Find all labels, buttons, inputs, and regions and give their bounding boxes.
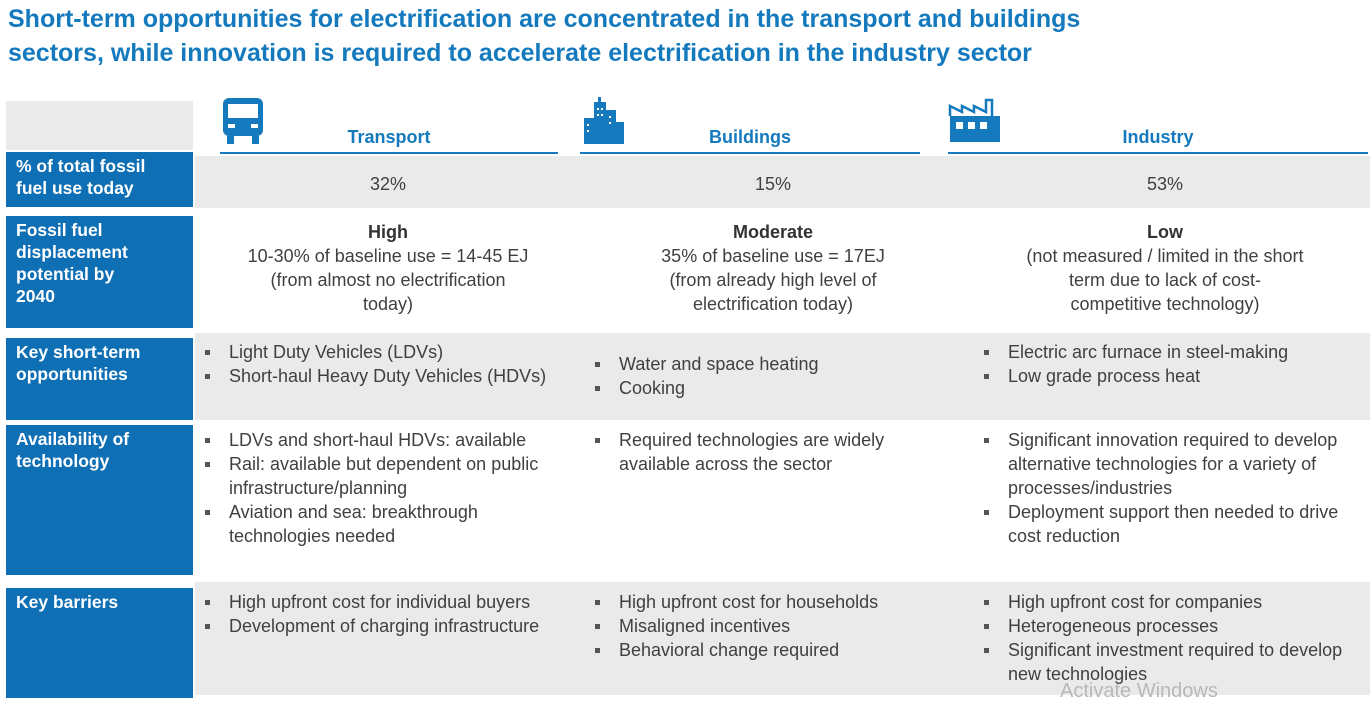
cell-line: (from almost no electrification xyxy=(270,270,506,290)
row-label-line: Key short-term xyxy=(16,342,141,362)
cell-heading: Low xyxy=(1147,222,1183,242)
column-header-buildings xyxy=(580,96,920,154)
list-item: LDVs and short-haul HDVs: available xyxy=(196,428,571,452)
availability-buildings xyxy=(586,428,926,476)
list-item: Misaligned incentives xyxy=(586,614,966,638)
row-label-line: technology xyxy=(16,451,110,471)
cell-line: term due to lack of cost- xyxy=(1068,270,1262,290)
activate-windows-watermark: Activate Windows xyxy=(1060,680,1218,702)
list-item: Behavioral change required xyxy=(586,638,966,662)
list-item: Required technologies are widely available across the sector xyxy=(586,428,926,476)
row-label-line: Fossil fuel xyxy=(16,220,103,240)
list-item: Short-haul Heavy Duty Vehicles (HDVs) xyxy=(196,364,571,388)
barriers-buildings xyxy=(586,590,966,662)
list-item: Water and space heating xyxy=(586,352,964,376)
row-label-line: displacement xyxy=(16,242,128,262)
row-label-line: Availability of xyxy=(16,429,130,449)
share-buildings-value: 15% xyxy=(754,174,792,194)
title-line-1: Short-term opportunities for electrification are concentrated in the transport and buildings xyxy=(8,5,1081,33)
row-label-line: 2040 xyxy=(16,286,55,306)
row-label-line: potential by xyxy=(16,264,115,284)
cell-line: electrification today) xyxy=(692,294,854,314)
displacement-buildings xyxy=(578,220,968,316)
list-item: Light Duty Vehicles (LDVs) xyxy=(196,340,571,364)
row-label-short-term-opportunities xyxy=(6,338,193,420)
availability-transport xyxy=(196,428,571,548)
list-item: Deployment support then needed to drive cost reduction xyxy=(975,500,1360,548)
barriers-transport xyxy=(196,590,556,638)
row-label-displacement-potential xyxy=(6,216,193,328)
cell-line: 35% of baseline use = 17EJ xyxy=(661,246,885,266)
cell-line: today) xyxy=(362,294,414,314)
list-item: Rail: available but dependent on public infrastructure/planning xyxy=(196,452,571,500)
list-item: High upfront cost for households xyxy=(586,590,966,614)
list-item: Significant innovation required to develop alternative technologies for a variety of processes/industries xyxy=(975,428,1360,500)
column-header-transport xyxy=(220,96,558,154)
share-industry-value: 53% xyxy=(1146,174,1184,194)
cell-line: (from already high level of xyxy=(669,270,877,290)
row-label-technology-availability xyxy=(6,425,193,575)
opportunities-buildings xyxy=(586,352,964,400)
row-label-key-barriers xyxy=(6,588,193,698)
column-header-industry xyxy=(948,96,1368,154)
cell-heading: High xyxy=(368,222,408,242)
barriers-industry xyxy=(975,590,1360,686)
title-line-2: sectors, while innovation is required to accelerate electrification in the industry sector xyxy=(8,39,1032,67)
cell-line: (not measured / limited in the short xyxy=(1026,246,1304,266)
opportunities-transport xyxy=(196,340,571,388)
opportunities-industry xyxy=(975,340,1355,388)
displacement-transport xyxy=(208,220,568,316)
cell-line: 10-30% of baseline use = 14-45 EJ xyxy=(247,246,529,266)
list-item: Low grade process heat xyxy=(975,364,1355,388)
column-label-industry: Industry xyxy=(1122,127,1194,147)
list-item: Aviation and sea: breakthrough technologies needed xyxy=(196,500,571,548)
displacement-industry xyxy=(970,220,1360,316)
cell-line: competitive technology) xyxy=(1070,294,1260,314)
header-corner xyxy=(6,101,193,150)
list-item: High upfront cost for individual buyers xyxy=(196,590,556,614)
list-item: Electric arc furnace in steel-making xyxy=(975,340,1355,364)
cell-heading: Moderate xyxy=(732,222,813,242)
row-label-line: % of total fossil xyxy=(16,156,146,176)
share-transport-value: 32% xyxy=(369,174,407,194)
availability-industry xyxy=(975,428,1360,548)
row-label-fossil-fuel-share xyxy=(6,152,193,207)
row-label-line: fuel use today xyxy=(16,178,134,198)
list-item: Significant investment required to develop new technologies xyxy=(975,638,1360,686)
list-item: Cooking xyxy=(586,376,964,400)
column-label-buildings: Buildings xyxy=(709,127,791,147)
slide-title xyxy=(8,2,1358,70)
row-label-line: opportunities xyxy=(16,364,128,384)
list-item: Development of charging infrastructure xyxy=(196,614,556,638)
column-label-transport: Transport xyxy=(347,127,431,147)
row-label-line: Key barriers xyxy=(16,592,119,612)
list-item: Heterogeneous processes xyxy=(975,614,1360,638)
list-item: High upfront cost for companies xyxy=(975,590,1360,614)
